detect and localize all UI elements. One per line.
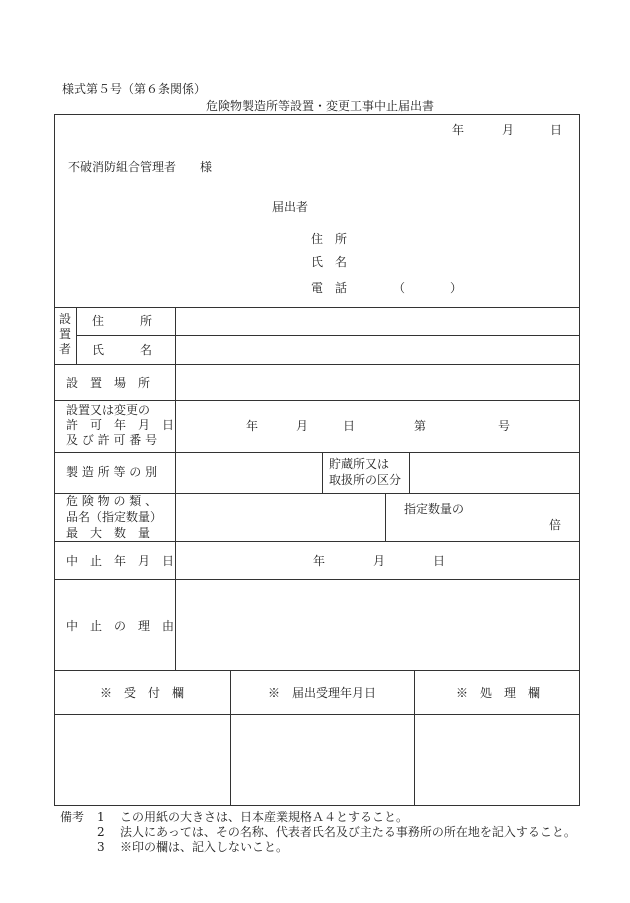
storage-label-2: 取扱所の区分 — [329, 473, 402, 487]
notifier-label: 届出者 — [272, 200, 309, 214]
note-2-number: 2 — [97, 825, 105, 839]
permit-label-3: 及 び 許 可 番 号 — [66, 433, 158, 447]
installer-group-label: 設置者 — [58, 312, 71, 356]
header-day: 日 — [550, 123, 563, 137]
permit-no-suffix: 号 — [498, 419, 511, 433]
stop-date-label: 中 止 年 月 日 — [66, 554, 175, 568]
address-label: 住 所 — [311, 232, 348, 246]
location-label: 設 置 場 所 — [66, 376, 151, 390]
phone-paren-open: （ — [393, 281, 406, 295]
permit-year: 年 — [246, 419, 259, 433]
hazard-label-2: 品名（指定数量） — [66, 510, 163, 524]
notes-label: 備考 — [60, 810, 85, 824]
note-3-number: 3 — [97, 840, 105, 854]
storage-label-1: 貯蔵所又は — [329, 457, 390, 471]
permit-label-1: 設置又は変更の — [66, 403, 151, 417]
note-1-text: この用紙の大きさは、日本産業規格Ａ４とすること。 — [120, 810, 409, 824]
header-year: 年 — [452, 123, 465, 137]
name-label: 氏 名 — [311, 255, 348, 269]
addressee: 不破消防組合管理者 様 — [68, 160, 213, 174]
processing-column-header: ※ 処 理 欄 — [456, 686, 541, 700]
phone-label: 電 話 — [311, 281, 348, 295]
received-date-column-header: ※ 届出受理年月日 — [268, 686, 377, 700]
form-title: 危険物製造所等設置・変更工事中止届出書 — [206, 99, 435, 113]
hazard-label-3: 最 大 数 量 — [66, 526, 151, 540]
hazard-label-1: 危 険 物 の 類 、 — [66, 494, 158, 508]
note-2-text: 法人にあっては、その名称、代表者氏名及び主たる事務所の所在地を記入すること。 — [120, 825, 576, 839]
form-number: 様式第５号（第６条関係） — [62, 82, 207, 96]
header-month: 月 — [502, 123, 515, 137]
permit-no-prefix: 第 — [414, 419, 427, 433]
permit-month: 月 — [296, 419, 309, 433]
reception-column-header: ※ 受 付 欄 — [100, 686, 185, 700]
stop-month: 月 — [373, 554, 386, 568]
facility-type-label: 製 造 所 等 の 別 — [66, 465, 158, 479]
stop-year: 年 — [313, 554, 326, 568]
stop-day: 日 — [433, 554, 446, 568]
note-3-text: ※印の欄は、記入しないこと。 — [120, 840, 289, 854]
permit-label-2: 許 可 年 月 日 — [66, 418, 175, 432]
stop-reason-label: 中 止 の 理 由 — [66, 619, 175, 633]
installer-address-label: 住 所 — [92, 314, 153, 328]
permit-day: 日 — [343, 419, 356, 433]
times-label: 倍 — [549, 518, 562, 532]
installer-name-label: 氏 名 — [92, 343, 153, 357]
designated-quantity-label: 指定数量の — [404, 502, 465, 516]
phone-paren-close: ） — [450, 281, 463, 295]
note-1-number: 1 — [97, 810, 105, 824]
